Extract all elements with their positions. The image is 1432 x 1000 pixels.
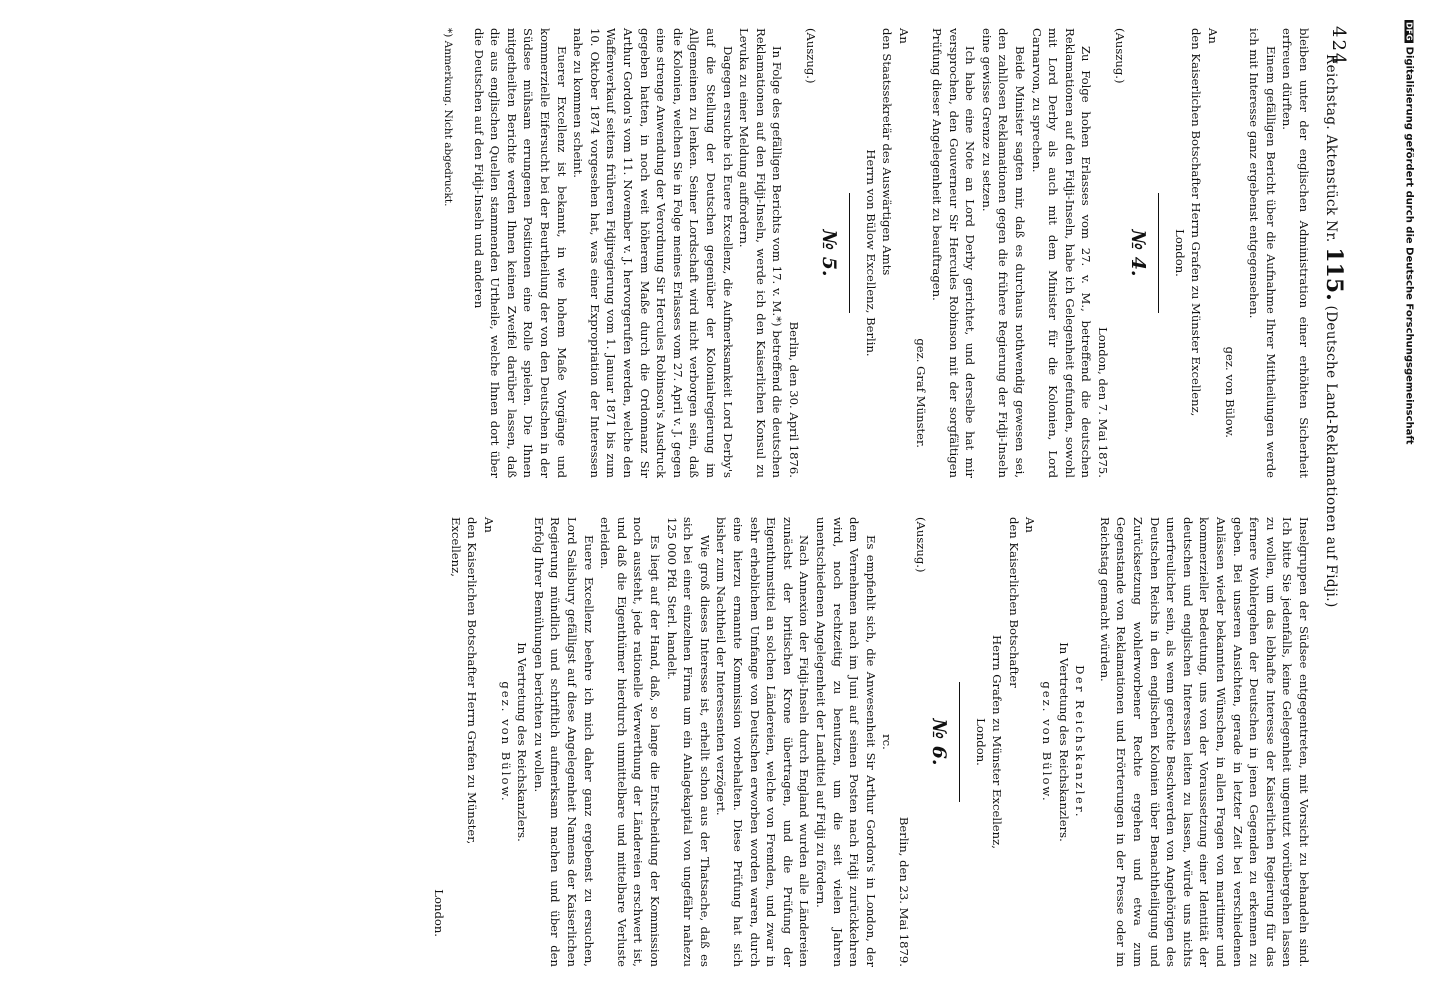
paragraph-5c: Euerer Excellenz ist bekannt, in wie hohem Maße Vorgänge und kommerzielle Eifersucht bei der Beurtheilung der von den Deutschen in der Südsee mühsam errungenen Positionen eine Rolle spielen. Die Ihnen mitgetheilten Berichte werden Ihnen keinen Zweifel darüber lassen, daß die aus englischen Quellen stammenden Urtheile, welche Ihnen dort über die Deutschen auf den Fidji-Inseln und anderen [471, 28, 569, 478]
recipient-an: An [1023, 517, 1037, 533]
document-page [48, 20, 1348, 980]
paragraph-4a: Zu Folge hohen Erlasses vom 27. v. M., betreffend die deutschen Reklamationen auf den Fidji-Inseln, habe ich Gelegenheit gefunden, sowohl mit Lord Derby als auch mit dem Minister für die Kolonien, Lord Carnarvon, zu sprechen. [1029, 28, 1093, 478]
extract-label-6: (Auszug.) [913, 517, 928, 573]
dfg-logo: DFG [1404, 22, 1414, 41]
running-header [1320, 54, 1347, 980]
paragraph-4c: Ich habe eine Note an Lord Derby gerichtet, und derselbe hat mir versprochen, den Gouverneur Sir Hercules Robinson mit der sorgfältigen Prüfung dieser Angelegenheit zu beauftragen. [929, 28, 977, 478]
page-number: 424 [1327, 26, 1349, 67]
extract-label-4: (Auszug.) [1112, 28, 1127, 84]
signature-4: gez. Graf Münster. [913, 338, 928, 448]
signer-role: In Vertretung des Reichskanzlers. [1056, 642, 1071, 842]
etc-mark: rc. [879, 734, 894, 750]
document-number-4: № 4. [1126, 229, 1149, 277]
dateline-4: London, den 7. Mai 1875. [1095, 327, 1110, 478]
left-column [439, 28, 1312, 478]
dateline-6: Berlin, den 23. Mai 1879. [896, 816, 911, 967]
recipient-line1-4: den Staatssekretär des Auswärtigen Amts [879, 28, 894, 276]
paragraph-6a: Es empfiehlt sich, die Anwesenheit Sir Arthur Gordon's in London, der dem Vernehmen nach im Juni auf seinen Posten nach Fidji zurückkehren wird, noch rechtzeitig zu benutzen, um die seit vielen Jahren unentschiedenen Angelegenheit der Landtitel auf Fidji zu fördern. [813, 517, 878, 967]
signer-role-2: In Vertretung des Reichskanzlers. [514, 642, 529, 842]
report-paragraph: Einem gefälligen Bericht über die Aufnahme Ihrer Mittheilungen werde ich mit Interesse ganz ergebenst entgegensehen. [1246, 28, 1278, 478]
intro-paragraph: bleiben unter der englischen Administration einer erhöhten Sicherheit erfreuen dürften. [1279, 28, 1311, 478]
paragraph-6e: Euere Excellenz beehre ich mich daher ganz ergebenst zu ersuchen, Lord Salisbury gefälligst auf diese Angelegenheit Namens der Kaiserlichen Regierung mündlich und schriftlich aufmerksam machen und über den Erfolg Ihrer Bemühungen berichten zu wollen. [531, 517, 596, 967]
funding-credit-text: Digitalisierung gefördert durch die Deutsche Forschungsgemeinschaft [1403, 46, 1415, 445]
paragraph-6b: Nach Annexion der Fidji-Inseln durch England wurden alle Ländereien zunächst der britischen Krone übertragen, und die Prüfung der Eigenthumstitel an solchen Ländereien, welche von Fremden, und zwar in sehr erheblichem Umfange von Deutschen erworben worden waren, durch eine hierzu ernannte Kommission vorbehalten. Diese Prüfung hat sich bisher zum Nachtheil der Interessenten verzögert. [713, 517, 811, 967]
right-column [430, 517, 1311, 967]
document-number-6: № 6. [927, 718, 950, 766]
signer-title: Der Reichskanzler. [1072, 665, 1087, 819]
running-title-b: (Deutsche Land-Reklamationen auf Fidji.) [1322, 305, 1339, 608]
section-divider [849, 193, 850, 313]
funding-credit [1404, 20, 1415, 980]
section-divider [1158, 193, 1159, 313]
running-title-a: Reichstag. Aktenstück Nr. [1322, 54, 1339, 243]
extract-label-5: (Auszug.) [803, 28, 818, 84]
paragraph-4b: Beide Minister sagten mir, daß es durchaus nothwendig gewesen sei, den zahllosen Reklamationen gegen die frühere Regierung der Fidji-Inseln eine gewisse Grenze zu setzen. [979, 28, 1027, 478]
document-number-5: № 5. [817, 229, 840, 277]
scanned-page-area [30, 0, 1365, 1000]
paragraph-5b: Dagegen ersuche ich Euere Excellenz, die Aufmerksamkeit Lord Derby's auf die Stellung der Deutschen gegenüber der Kolonialregierung im Allgemeinen zu lenken. Seiner Lordschaft wird nicht verborgen sein, daß die Kolonien, welchen Sie in Folge meines Erlasses vom 27. April v. J. gegen eine strenge Anwendung der Verordnung Sir Hercules Robinson's Ausdruck gegeben hatten, in noch weit höherem Maße durch die Ordonnanz Sir Arthur Gordon's vom 11. November v. J. hervorgerufen werden, welche den Waffenverkauf seitens früheren Fidjiregierung vom 1. Januar 1871 bis zum 10. Oktober 1874 vorgesehen hat, was einer Expropriation der Interessen nahe zu kommen scheint. [570, 28, 735, 478]
recipient-line2: Herrn Grafen zu Münster Excellenz, [989, 635, 1004, 849]
addressee-line: den Kaiserlichen Botschafter Herrn Grafen zu Münster Excellenz, [1188, 28, 1203, 417]
recipient-line1: den Kaiserlichen Botschafter [1006, 517, 1021, 688]
paragraph-6c: Wie groß dieses Interesse ist, erhellt schon aus der Thatsache, daß es sich bei einer einzelnen Firma um ein Anlagekapital von ungefähr nahezu 125 000 Pfd. Sterl. handelt. [664, 517, 712, 967]
funding-sidebar [1402, 0, 1416, 1000]
recipient-an-4: An [896, 28, 911, 44]
recipient2-line1: den Kaiserlichen Botschafter Herrn Grafen zu Münster, [465, 517, 479, 845]
recipient2-line2: Excellenz, [448, 517, 463, 577]
signer-name-2: gez. von Bülow. [498, 681, 513, 803]
addressee-an: An [1205, 28, 1220, 44]
running-title-number: 115. [1320, 247, 1347, 301]
paragraph-continuation: Inselgruppen der Südsee entgegentreten, mit Vorsicht zu behandeln sind. Ich bitte Sie jedenfalls, keine Gelegenheit ungenutzt vorübergehen lassen zu wollen, um das lebhafte Interesse der Kaiserlichen Regierung für das fernere Wohlergehen der Deutschen in jenen Gegenden zu erkennen zu geben. Bei unseren Ansichten, gerade in letzter Zeit bei verschiedenen Anlässen wieder bekannten Wünschen, in allen Fragen von maritimer und kommerzieller Bedeutung, uns von der Voraussetzung einer Identität der deutschen und englischen Interessen leiten zu lassen, würde uns nichts unerfreulicher sein, als wenn gerechte Beschwerden von Angehörigen des Deutschen Reichs in den englischen Kolonien über Benachtheiligung und Zurücksetzung wohlerworbener Rechte ergehen und etwa zum Gegenstande von Reklamationen und Erörterungen in der Presse oder im Reichstag gemacht würden. [1097, 517, 1311, 967]
recipient-line2-4: Herrn von Bülow Excellenz, Berlin. [863, 149, 878, 357]
paragraph-6d: Es liegt auf der Hand, daß, so lange die Entscheidung der Kommission noch aussteht, jede rationelle Verwerthung der Ländereien erschwert ist, und daß die Eigenthümer hierdurch unmittelbare und mittelbare Verluste erleiden. [597, 517, 662, 967]
signer-name: gez. von Bülow. [1039, 681, 1054, 803]
recipient2-an: An [481, 517, 496, 533]
section-divider [959, 682, 960, 802]
recipient-city: London. [973, 718, 988, 766]
recipient2-city: London. [431, 889, 446, 937]
dateline-5: Berlin, den 30. April 1876. [786, 321, 801, 478]
paragraph-5a: In Folge des gefälligen Berichts vom 17. v. M.*) betreffend die deutschen Reklamationen auf den Fidji-Inseln, werde ich den Kaiserlichen Konsul zu Levuka zu einer Meldung auffordern. [736, 28, 784, 478]
signature-1: gez. von Bülow. [1222, 346, 1237, 438]
footnote: *) Anmerkung. Nicht abgedruckt. [441, 28, 454, 207]
addressee-city: London. [1172, 229, 1187, 277]
